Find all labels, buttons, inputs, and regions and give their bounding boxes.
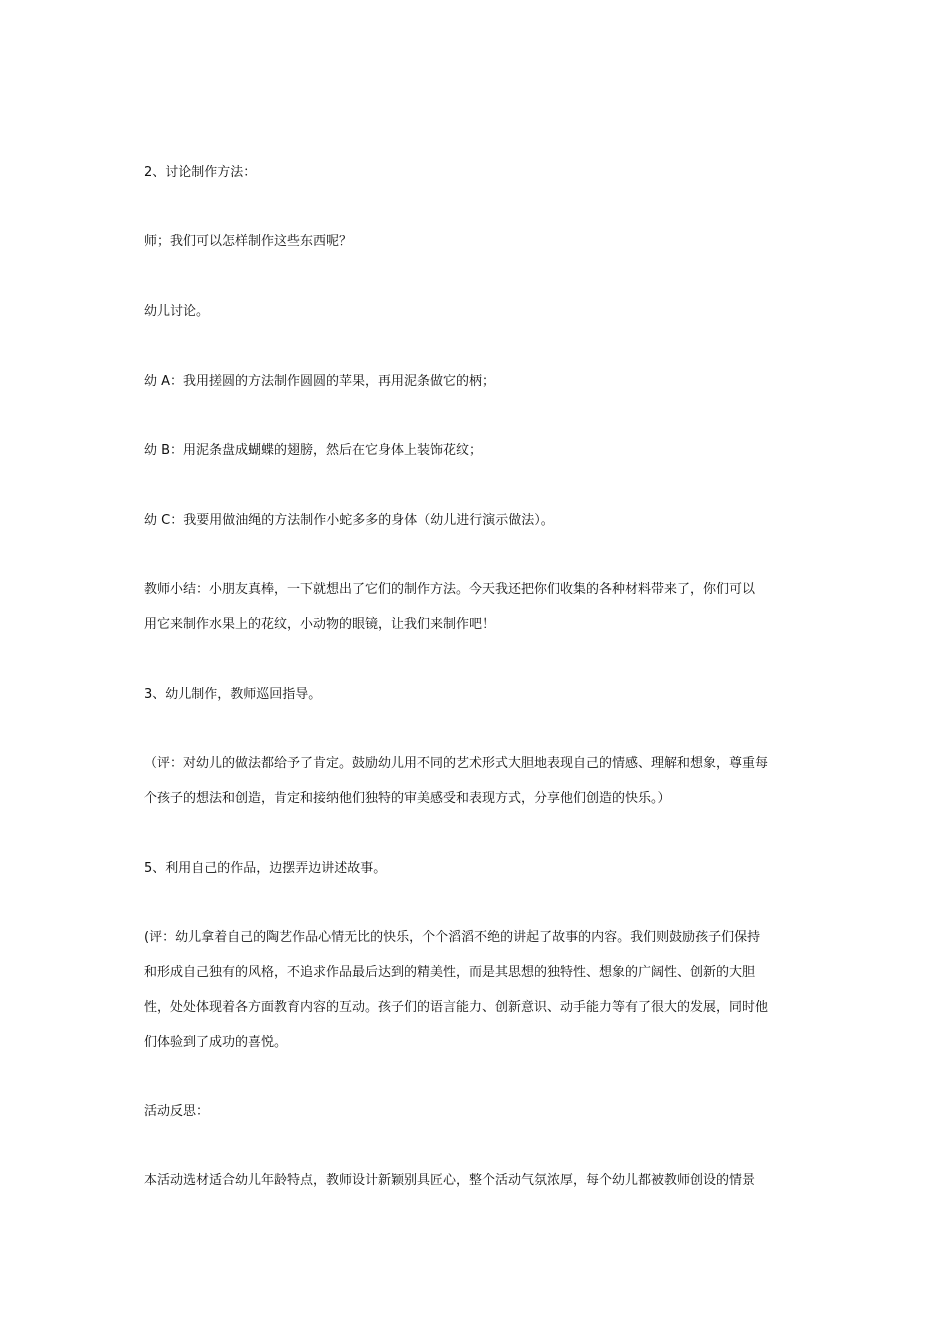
teacher-question: 师；我们可以怎样制作这些东西呢？: [144, 234, 353, 249]
children-discuss: 幼儿讨论。: [144, 304, 210, 319]
heading-discuss-methods: 2、讨论制作方法：: [144, 165, 257, 180]
comment-works: (评：幼儿拿着自己的陶艺作品心情无比的快乐，个个滔滔不绝的讲起了故事的内容。我们则鼓励孩子们保持 和形成自己独有的风格，不追求作品最后达到的精美性，而是其思想的独特性、想象的广阔性、创新的大胆 性，处处体现着各方面教育内容的互动。孩子们的语言能力、创新意识、动手能力等有了很大的发展，同时他 们体验到了成功的喜悦。: [144, 930, 769, 1050]
teacher-summary: 教师小结：小朋友真棒，一下就想出了它们的制作方法。今天我还把你们收集的各种材料带来了，你们可以 用它来制作水果上的花纹，小动物的眼镜，让我们来制作吧！: [144, 582, 756, 632]
child-c-answer: 幼 C：我要用做油绳的方法制作小蛇多多的身体（幼儿进行演示做法）。: [144, 513, 554, 528]
comment-affirmation: （评：对幼儿的做法都给予了肯定。鼓励幼儿用不同的艺术形式大胆地表现自己的情感、理解和想象，尊重每 个孩子的想法和创造，肯定和接纳他们独特的审美感受和表现方式，分享他们创造的快乐。）: [144, 756, 769, 806]
heading-reflection: 活动反思：: [144, 1104, 210, 1119]
heading-children-make: 3、幼儿制作，教师巡回指导。: [144, 687, 322, 702]
child-a-answer: 幼 A：我用搓圆的方法制作圆圆的苹果，再用泥条做它的柄；: [144, 374, 496, 389]
heading-storytelling: 5、利用自己的作品，边摆弄边讲述故事。: [144, 861, 387, 876]
child-b-answer: 幼 B：用泥条盘成蝴蝶的翅膀，然后在它身体上装饰花纹；: [144, 443, 483, 458]
reflection-text: 本活动选材适合幼儿年龄特点，教师设计新颖别具匠心，整个活动气氛浓厚，每个幼儿都被教师创设的情景: [144, 1173, 756, 1188]
